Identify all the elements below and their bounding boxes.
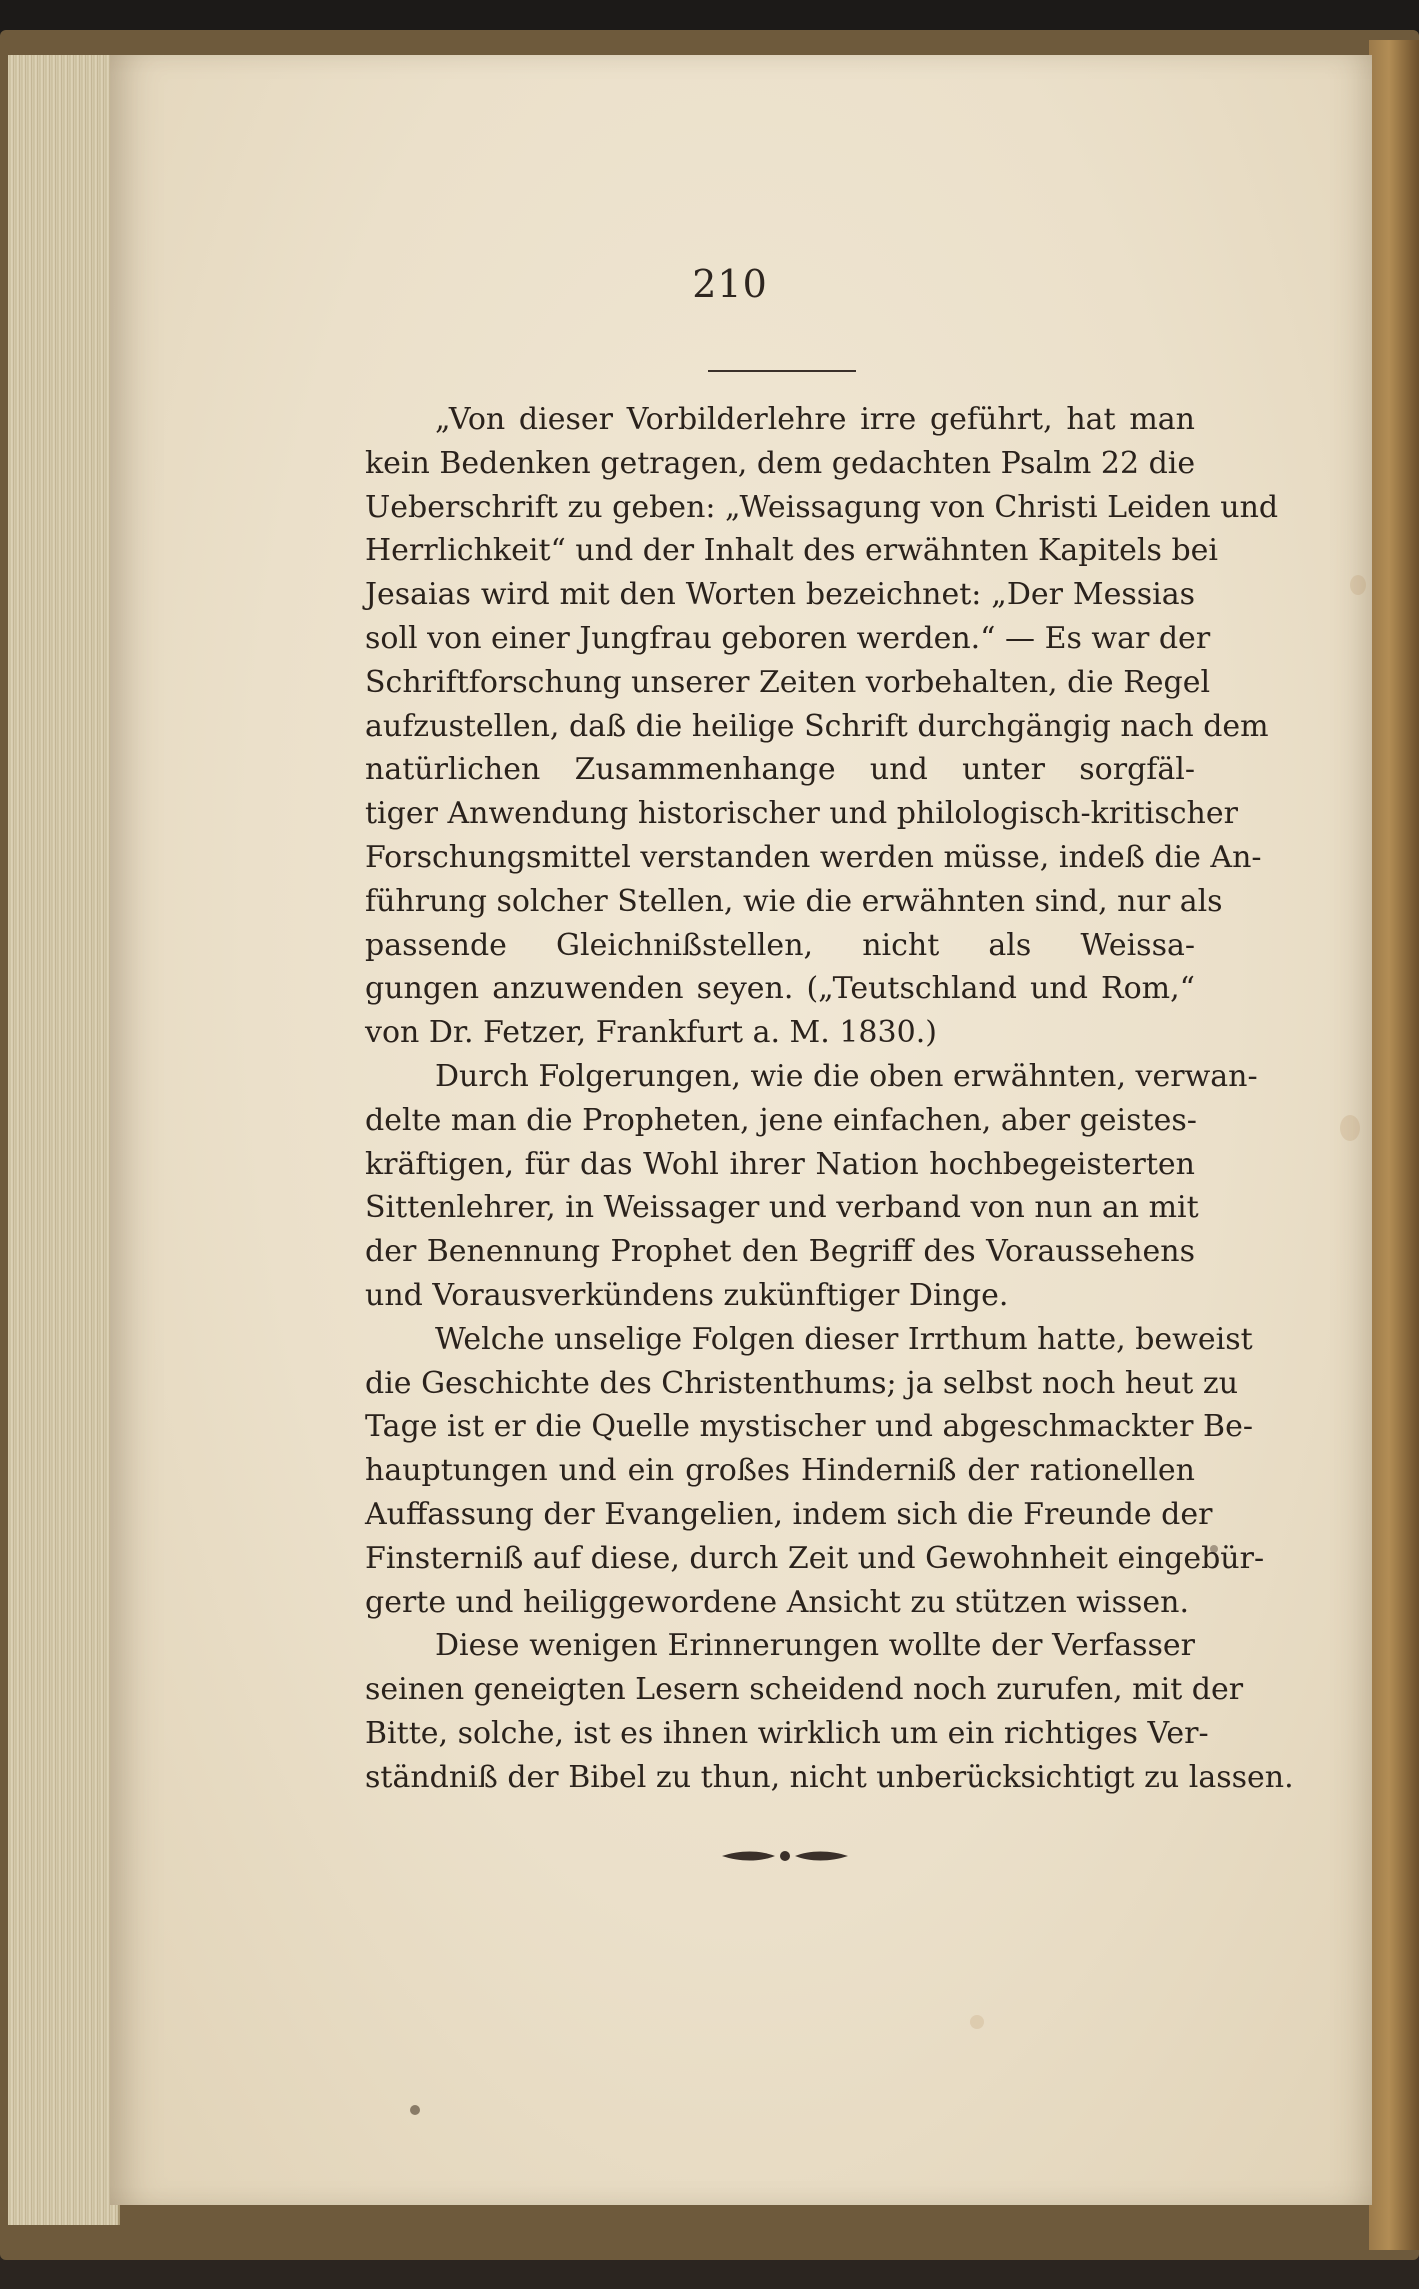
end-ornament-icon	[720, 1846, 850, 1866]
text-line: Finsterniß auf diese, durch Zeit und Gewohnheit eingebür-	[365, 1540, 1265, 1576]
text-line: führung solcher Stellen, wie die erwähnten sind, nur als	[365, 883, 1223, 919]
text-line: Forschungsmittel verstanden werden müsse, indeß die An-	[365, 839, 1262, 875]
text-line: delte man die Propheten, jene einfachen, aber geistes-	[365, 1102, 1197, 1138]
text-line: der Benennung Prophet den Begriff des Voraussehens	[365, 1234, 1195, 1270]
text-line: kein Bedenken getragen, dem gedachten Psalm 22 die	[365, 445, 1196, 481]
text-line: seinen geneigten Lesern scheidend noch zurufen, mit der	[365, 1672, 1244, 1708]
text-line: kräftigen, für das Wohl ihrer Nation hochbegeisterten	[365, 1146, 1195, 1182]
text-line: Durch Folgerungen, wie die oben erwähnten, verwan-	[435, 1058, 1258, 1094]
book-spine	[1369, 40, 1419, 2250]
header-rule	[708, 370, 856, 372]
text-line: Tage ist er die Quelle mystischer und abgeschmackter Be-	[365, 1409, 1253, 1445]
paragraph	[365, 1318, 1265, 1625]
text-line: soll von einer Jungfrau geboren werden.“ — Es war der	[365, 620, 1211, 656]
paragraph	[365, 1624, 1294, 1799]
text-line: von Dr. Fetzer, Frankfurt a. M. 1830.)	[365, 1015, 937, 1051]
page-number: 210	[692, 262, 768, 306]
text-line: Schriftforschung unserer Zeiten vorbehalten, die Regel	[365, 664, 1211, 700]
text-line: tiger Anwendung historischer und philologisch-kritischer	[365, 796, 1238, 832]
text-line: Sittenlehrer, in Weissager und verband von nun an mit	[365, 1190, 1199, 1226]
text-line: Welche unselige Folgen dieser Irrthum hatte, beweist	[435, 1321, 1253, 1357]
foxing-spot	[1340, 1115, 1360, 1141]
text-line: Auffassung der Evangelien, indem sich die Freunde der	[365, 1496, 1213, 1532]
foxing-spot	[410, 2105, 420, 2115]
text-line: passende Gleichnißstellen, nicht als Weissa-	[365, 927, 1195, 963]
page-edges	[8, 55, 120, 2225]
foxing-spot	[970, 2015, 984, 2029]
text-line: aufzustellen, daß die heilige Schrift durchgängig nach dem	[365, 708, 1269, 744]
text-line: gerte und heiliggewordene Ansicht zu stützen wissen.	[365, 1584, 1189, 1620]
paragraph	[365, 1055, 1258, 1318]
text-line: „Von dieser Vorbilderlehre irre geführt, hat man	[435, 402, 1195, 437]
body-text	[365, 398, 1294, 1800]
text-line: Ueberschrift zu geben: „Weissagung von Christi Leiden und	[365, 489, 1279, 525]
text-line: und Vorausverkündens zukünftiger Dinge.	[365, 1277, 1009, 1313]
text-line: hauptungen und ein großes Hinderniß der rationellen	[365, 1453, 1195, 1489]
text-line: ständniß der Bibel zu thun, nicht unberücksichtigt zu lassen.	[365, 1759, 1294, 1795]
text-line: Bitte, solche, ist es ihnen wirklich um ein richtiges Ver-	[365, 1715, 1209, 1751]
text-line: Herrlichkeit“ und der Inhalt des erwähnten Kapitels bei	[365, 533, 1218, 569]
paragraph	[365, 398, 1279, 1055]
text-line: Jesaias wird mit den Worten bezeichnet: „Der Messias	[365, 577, 1195, 613]
text-line: die Geschichte des Christenthums; ja selbst noch heut zu	[365, 1365, 1239, 1401]
text-line: natürlichen Zusammenhange und unter sorgfäl-	[365, 752, 1195, 788]
text-line: gungen anzuwenden seyen. („Teutschland und Rom,“	[365, 971, 1195, 1007]
foxing-spot	[1350, 575, 1366, 595]
text-line: Diese wenigen Erinnerungen wollte der Verfasser	[435, 1628, 1195, 1664]
